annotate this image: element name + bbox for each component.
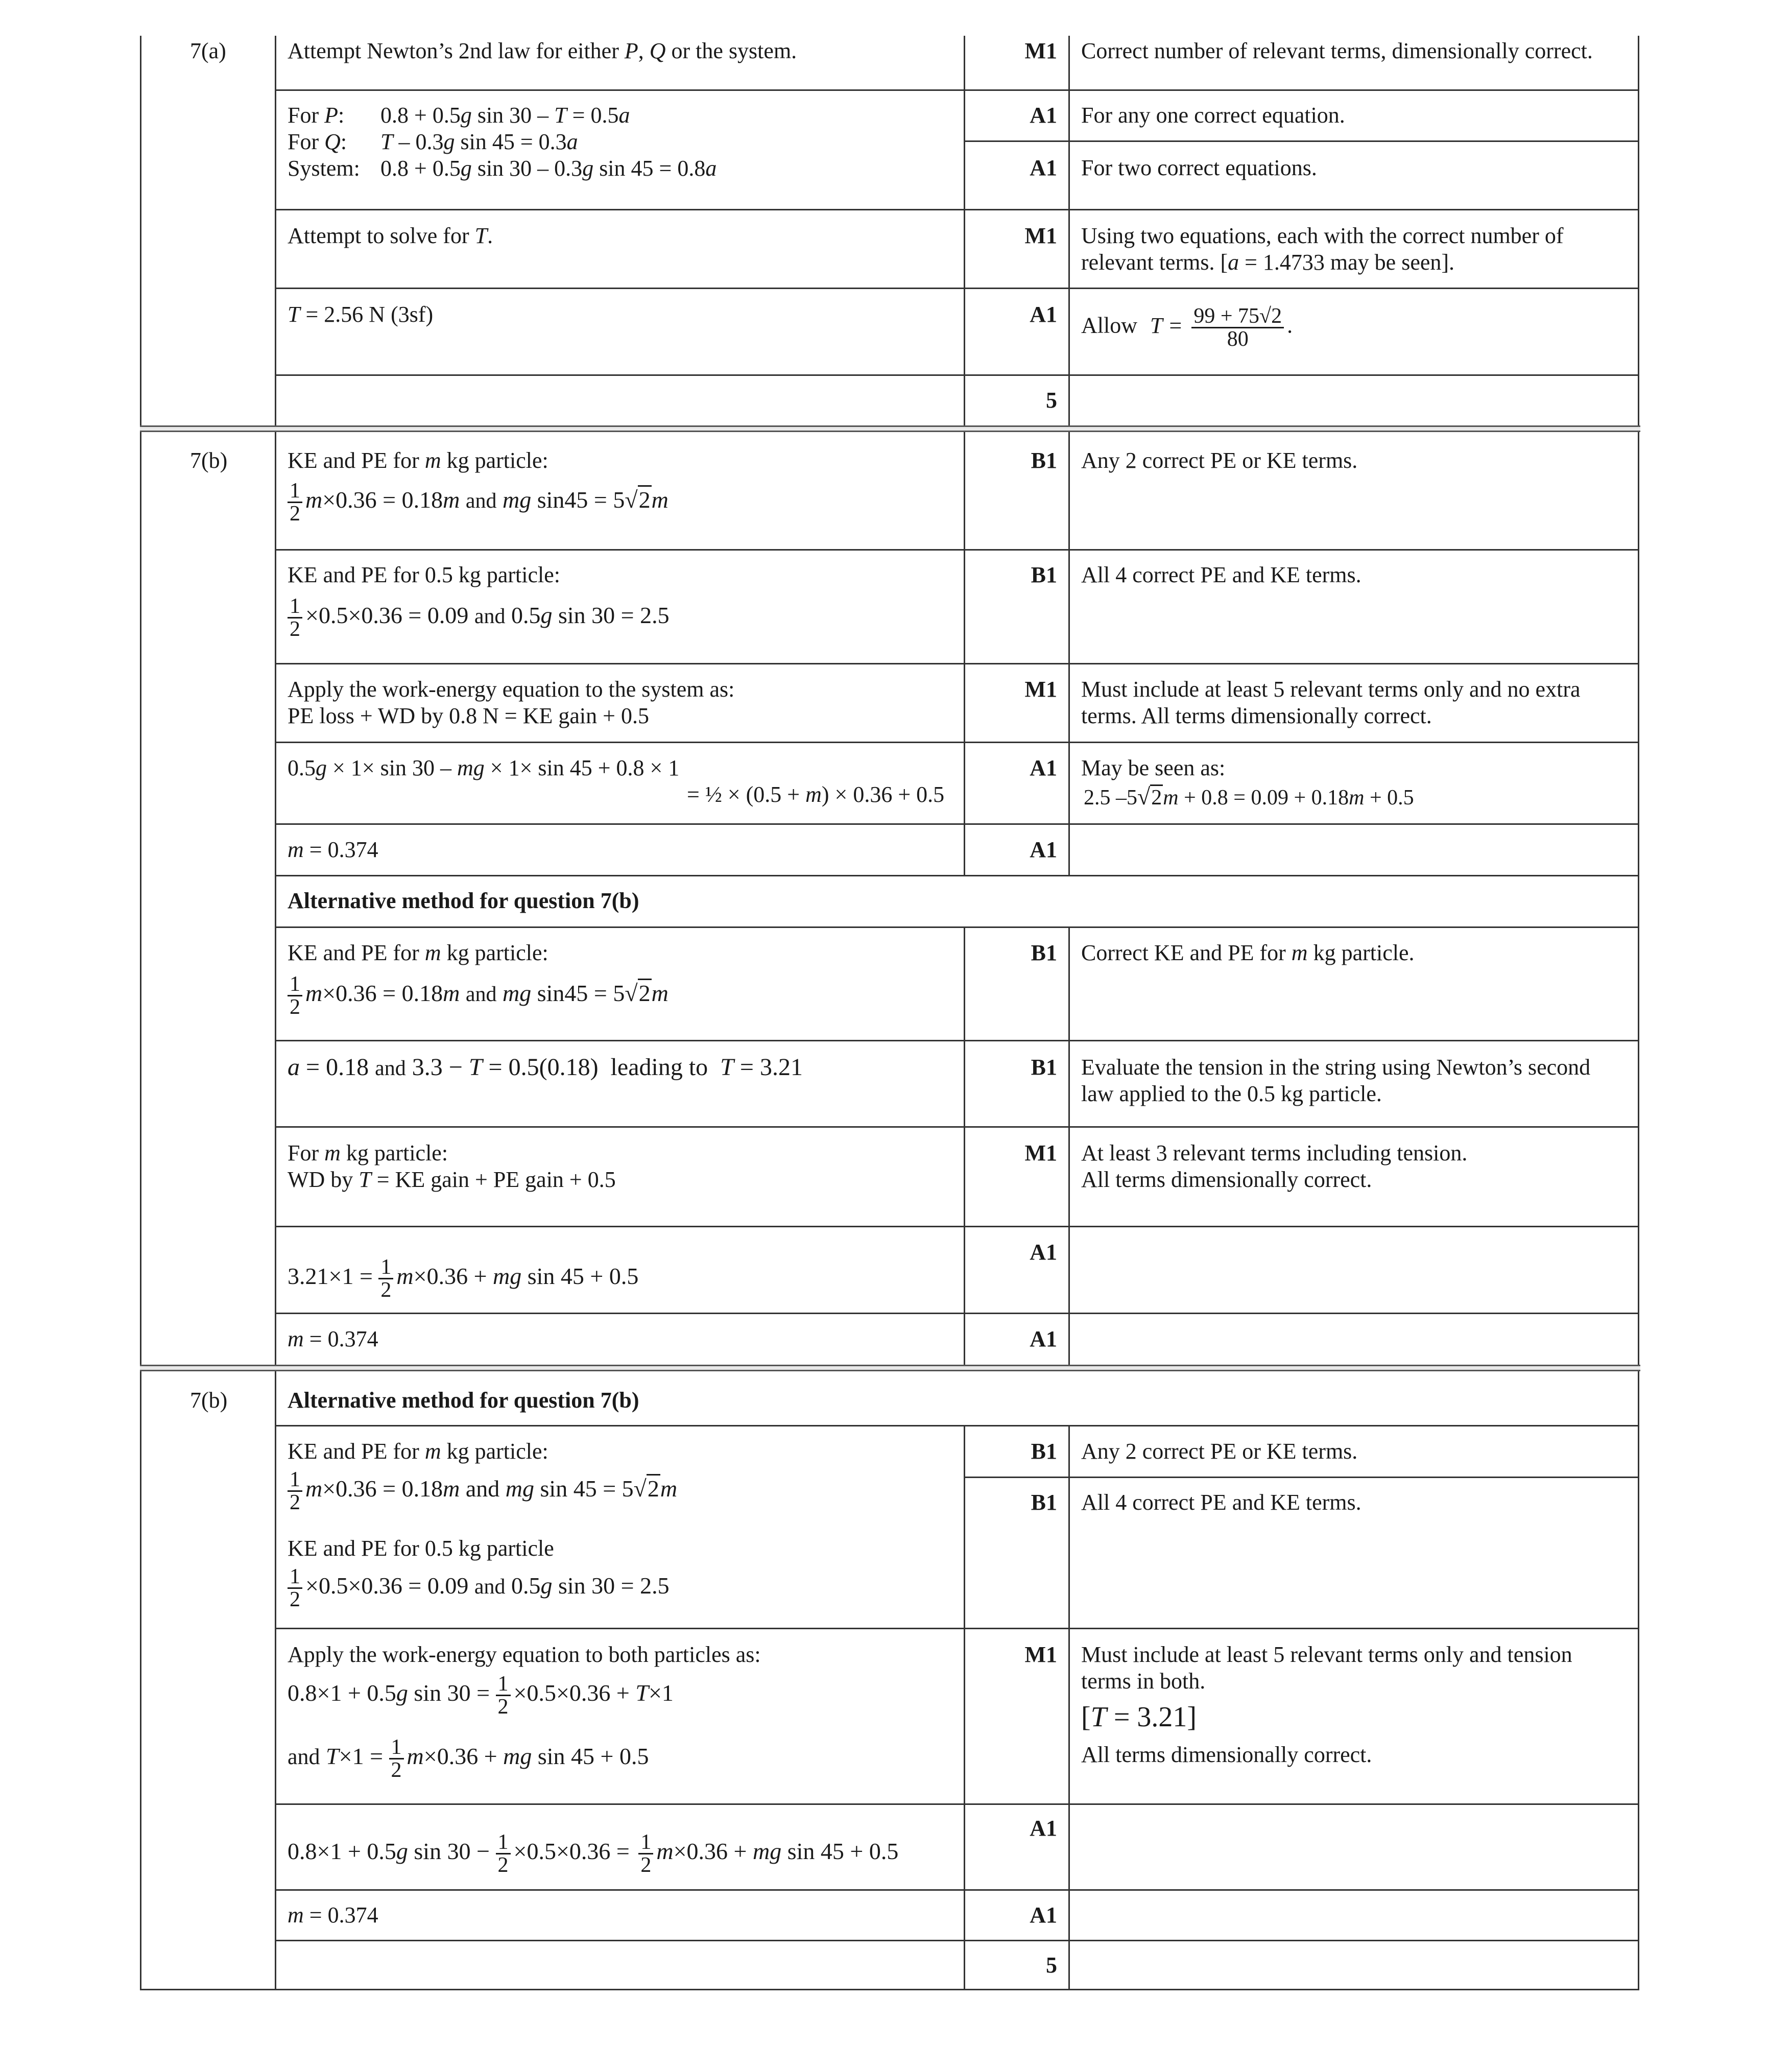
allow-expression: Allow T = $\frac{99 + 75√2}{80}$ .: [1081, 304, 1293, 351]
apply-text: Apply the work-energy equation to the system as:: [288, 677, 735, 702]
for-p-equation: 0.8 + 0.5g sin 30 – T = 0.5a: [380, 103, 630, 128]
mark: A1: [1030, 302, 1057, 327]
answer-text: m = 0.374: [288, 1902, 378, 1928]
guidance-note: All terms dimensionally correct.: [1081, 1742, 1372, 1767]
guidance-equation: 2.5 –5√2m + 0.8 = 0.09 + 0.18m + 0.5: [1084, 783, 1414, 810]
attempt-text: Attempt Newton’s 2nd law for either P, Q or the system.: [288, 38, 797, 63]
apply-equation2: and T×1 = $\frac{1}{2}$ m×0.36 + mg sin 45 + 0.5: [288, 1735, 649, 1782]
mark: A1: [1030, 755, 1057, 780]
tension-value: [T = 3.21]: [1081, 1701, 1197, 1733]
mark: A1: [1030, 1326, 1057, 1351]
mark: M1: [1024, 223, 1057, 248]
mark: M1: [1024, 1642, 1057, 1667]
guidance-note: At least 3 relevant terms including tension.: [1081, 1140, 1468, 1165]
mark: B1: [1031, 940, 1057, 965]
ke-pe-m-equation: $\frac{1}{2}$ m×0.36 = 0.18m and mg sin45 = 5√2m: [288, 480, 668, 525]
mark: A1: [1030, 1816, 1057, 1841]
guidance-note: For any one correct equation.: [1081, 103, 1345, 128]
guidance-note: Must include at least 5 relevant terms only and no extra: [1081, 677, 1581, 702]
for-m-text: For m kg particle:: [288, 1140, 448, 1165]
guidance-note: Any 2 correct PE or KE terms.: [1081, 448, 1358, 473]
guidance-note: Evaluate the tension in the string using Newton’s second: [1081, 1055, 1591, 1080]
allow-t: T =: [1150, 313, 1183, 338]
wd-text: WD by T = KE gain + PE gain + 0.5: [288, 1167, 616, 1192]
total-marks: 5: [1046, 1953, 1057, 1978]
solve-text: Attempt to solve for T.: [288, 223, 493, 248]
mark: B1: [1031, 562, 1057, 587]
guidance-note: Any 2 correct PE or KE terms.: [1081, 1439, 1358, 1464]
allow-numerator: 99 + 75√2: [1191, 305, 1284, 328]
apply-text: Apply the work-energy equation to both particles as:: [288, 1642, 761, 1667]
ke-pe-m-title: KE and PE for m kg particle:: [288, 448, 548, 473]
guidance-note: relevant terms. [a = 1.4733 may be seen].: [1081, 250, 1455, 275]
answer-text: m = 0.374: [288, 837, 378, 862]
alternative-heading: Alternative method for question 7(b): [288, 1388, 639, 1413]
mark: B1: [1031, 1055, 1057, 1080]
guidance-note: law applied to the 0.5 kg particle.: [1081, 1081, 1382, 1106]
total-marks: 5: [1046, 388, 1057, 413]
work-energy-equation: 3.21×1 = $\frac{1}{2}$ m×0.36 + mg sin 45 + 0.5: [288, 1255, 639, 1302]
energy-equation-line1: 0.5g × 1× sin 30 – mg × 1× sin 45 + 0.8 × 1: [288, 755, 680, 780]
energy-equation-line2: = ½ × (0.5 + m) × 0.36 + 0.5: [687, 782, 945, 807]
apply-equation1: 0.8×1 + 0.5g sin 30 = $\frac{1}{2}$ ×0.5×0.36 + T×1: [288, 1672, 674, 1719]
mark: B1: [1031, 448, 1057, 473]
mark: M1: [1024, 677, 1057, 702]
question-number: 7(b): [190, 448, 228, 473]
mark: B1: [1031, 1439, 1057, 1464]
guidance-note: Correct KE and PE for m kg particle.: [1081, 940, 1415, 965]
for-p-label: For P:: [288, 103, 345, 128]
guidance-note: All terms dimensionally correct.: [1081, 1167, 1372, 1192]
ke-pe-m-title: KE and PE for m kg particle:: [288, 1439, 548, 1464]
system-equation: 0.8 + 0.5g sin 30 – 0.3g sin 45 = 0.8a: [380, 156, 717, 181]
allow-prefix: Allow: [1081, 313, 1137, 338]
mark: A1: [1030, 155, 1057, 180]
mark: A1: [1030, 837, 1057, 862]
mark: B1: [1031, 1490, 1057, 1515]
for-q-equation: T – 0.3g sin 45 = 0.3a: [380, 129, 578, 154]
tension-equation: a = 0.18 and 3.3 − T = 0.5(0.18) leading to T = 3.21: [288, 1054, 803, 1081]
guidance-note: May be seen as:: [1081, 755, 1226, 780]
ke-pe-05-title: KE and PE for 0.5 kg particle:: [288, 562, 560, 587]
ke-pe-m-equation: $\frac{1}{2}$ m×0.36 = 0.18m and mg sin 45 = 5√2m: [288, 1469, 677, 1513]
system-label: System:: [288, 156, 360, 181]
answer-text: T = 2.56 N (3sf): [288, 302, 434, 327]
question-number: 7(a): [190, 38, 226, 63]
answer-text: m = 0.374: [288, 1326, 378, 1351]
apply-text: PE loss + WD by 0.8 N = KE gain + 0.5: [288, 703, 649, 728]
ke-pe-m-equation: $\frac{1}{2}$ m×0.36 = 0.18m and mg sin45 = 5√2m: [288, 973, 668, 1018]
ke-pe-05-equation: $\frac{1}{2}$ ×0.5×0.36 = 0.09 and 0.5g sin 30 = 2.5: [288, 596, 670, 640]
combined-equation: 0.8×1 + 0.5g sin 30 − $\frac{1}{2}$ ×0.5×0.36 = $\frac{1}{2}$ m×0.36 + mg sin 45 + 0.5: [288, 1830, 899, 1877]
guidance-note: Using two equations, each with the correct number of: [1081, 223, 1564, 248]
mark: M1: [1024, 38, 1057, 63]
mark: M1: [1024, 1140, 1057, 1165]
guidance-note: For two correct equations.: [1081, 155, 1317, 180]
for-q-label: For Q:: [288, 129, 347, 154]
guidance-note: All 4 correct PE and KE terms.: [1081, 1490, 1361, 1515]
guidance-note: terms in both.: [1081, 1669, 1206, 1694]
ke-pe-05-title: KE and PE for 0.5 kg particle: [288, 1536, 554, 1561]
allow-denominator: 80: [1227, 327, 1249, 351]
alternative-heading: Alternative method for question 7(b): [288, 888, 639, 913]
guidance-note: Must include at least 5 relevant terms only and tension: [1081, 1642, 1572, 1667]
mark: A1: [1030, 1902, 1057, 1928]
guidance-note: terms. All terms dimensionally correct.: [1081, 703, 1432, 728]
mark: A1: [1030, 1240, 1057, 1265]
question-number: 7(b): [190, 1388, 228, 1413]
ke-pe-05-equation: $\frac{1}{2}$ ×0.5×0.36 = 0.09 and 0.5g sin 30 = 2.5: [288, 1566, 670, 1610]
mark: A1: [1030, 103, 1057, 128]
ke-pe-m-title: KE and PE for m kg particle:: [288, 940, 548, 965]
guidance-note: All 4 correct PE and KE terms.: [1081, 562, 1361, 587]
guidance-note: Correct number of relevant terms, dimensionally correct.: [1081, 38, 1593, 63]
